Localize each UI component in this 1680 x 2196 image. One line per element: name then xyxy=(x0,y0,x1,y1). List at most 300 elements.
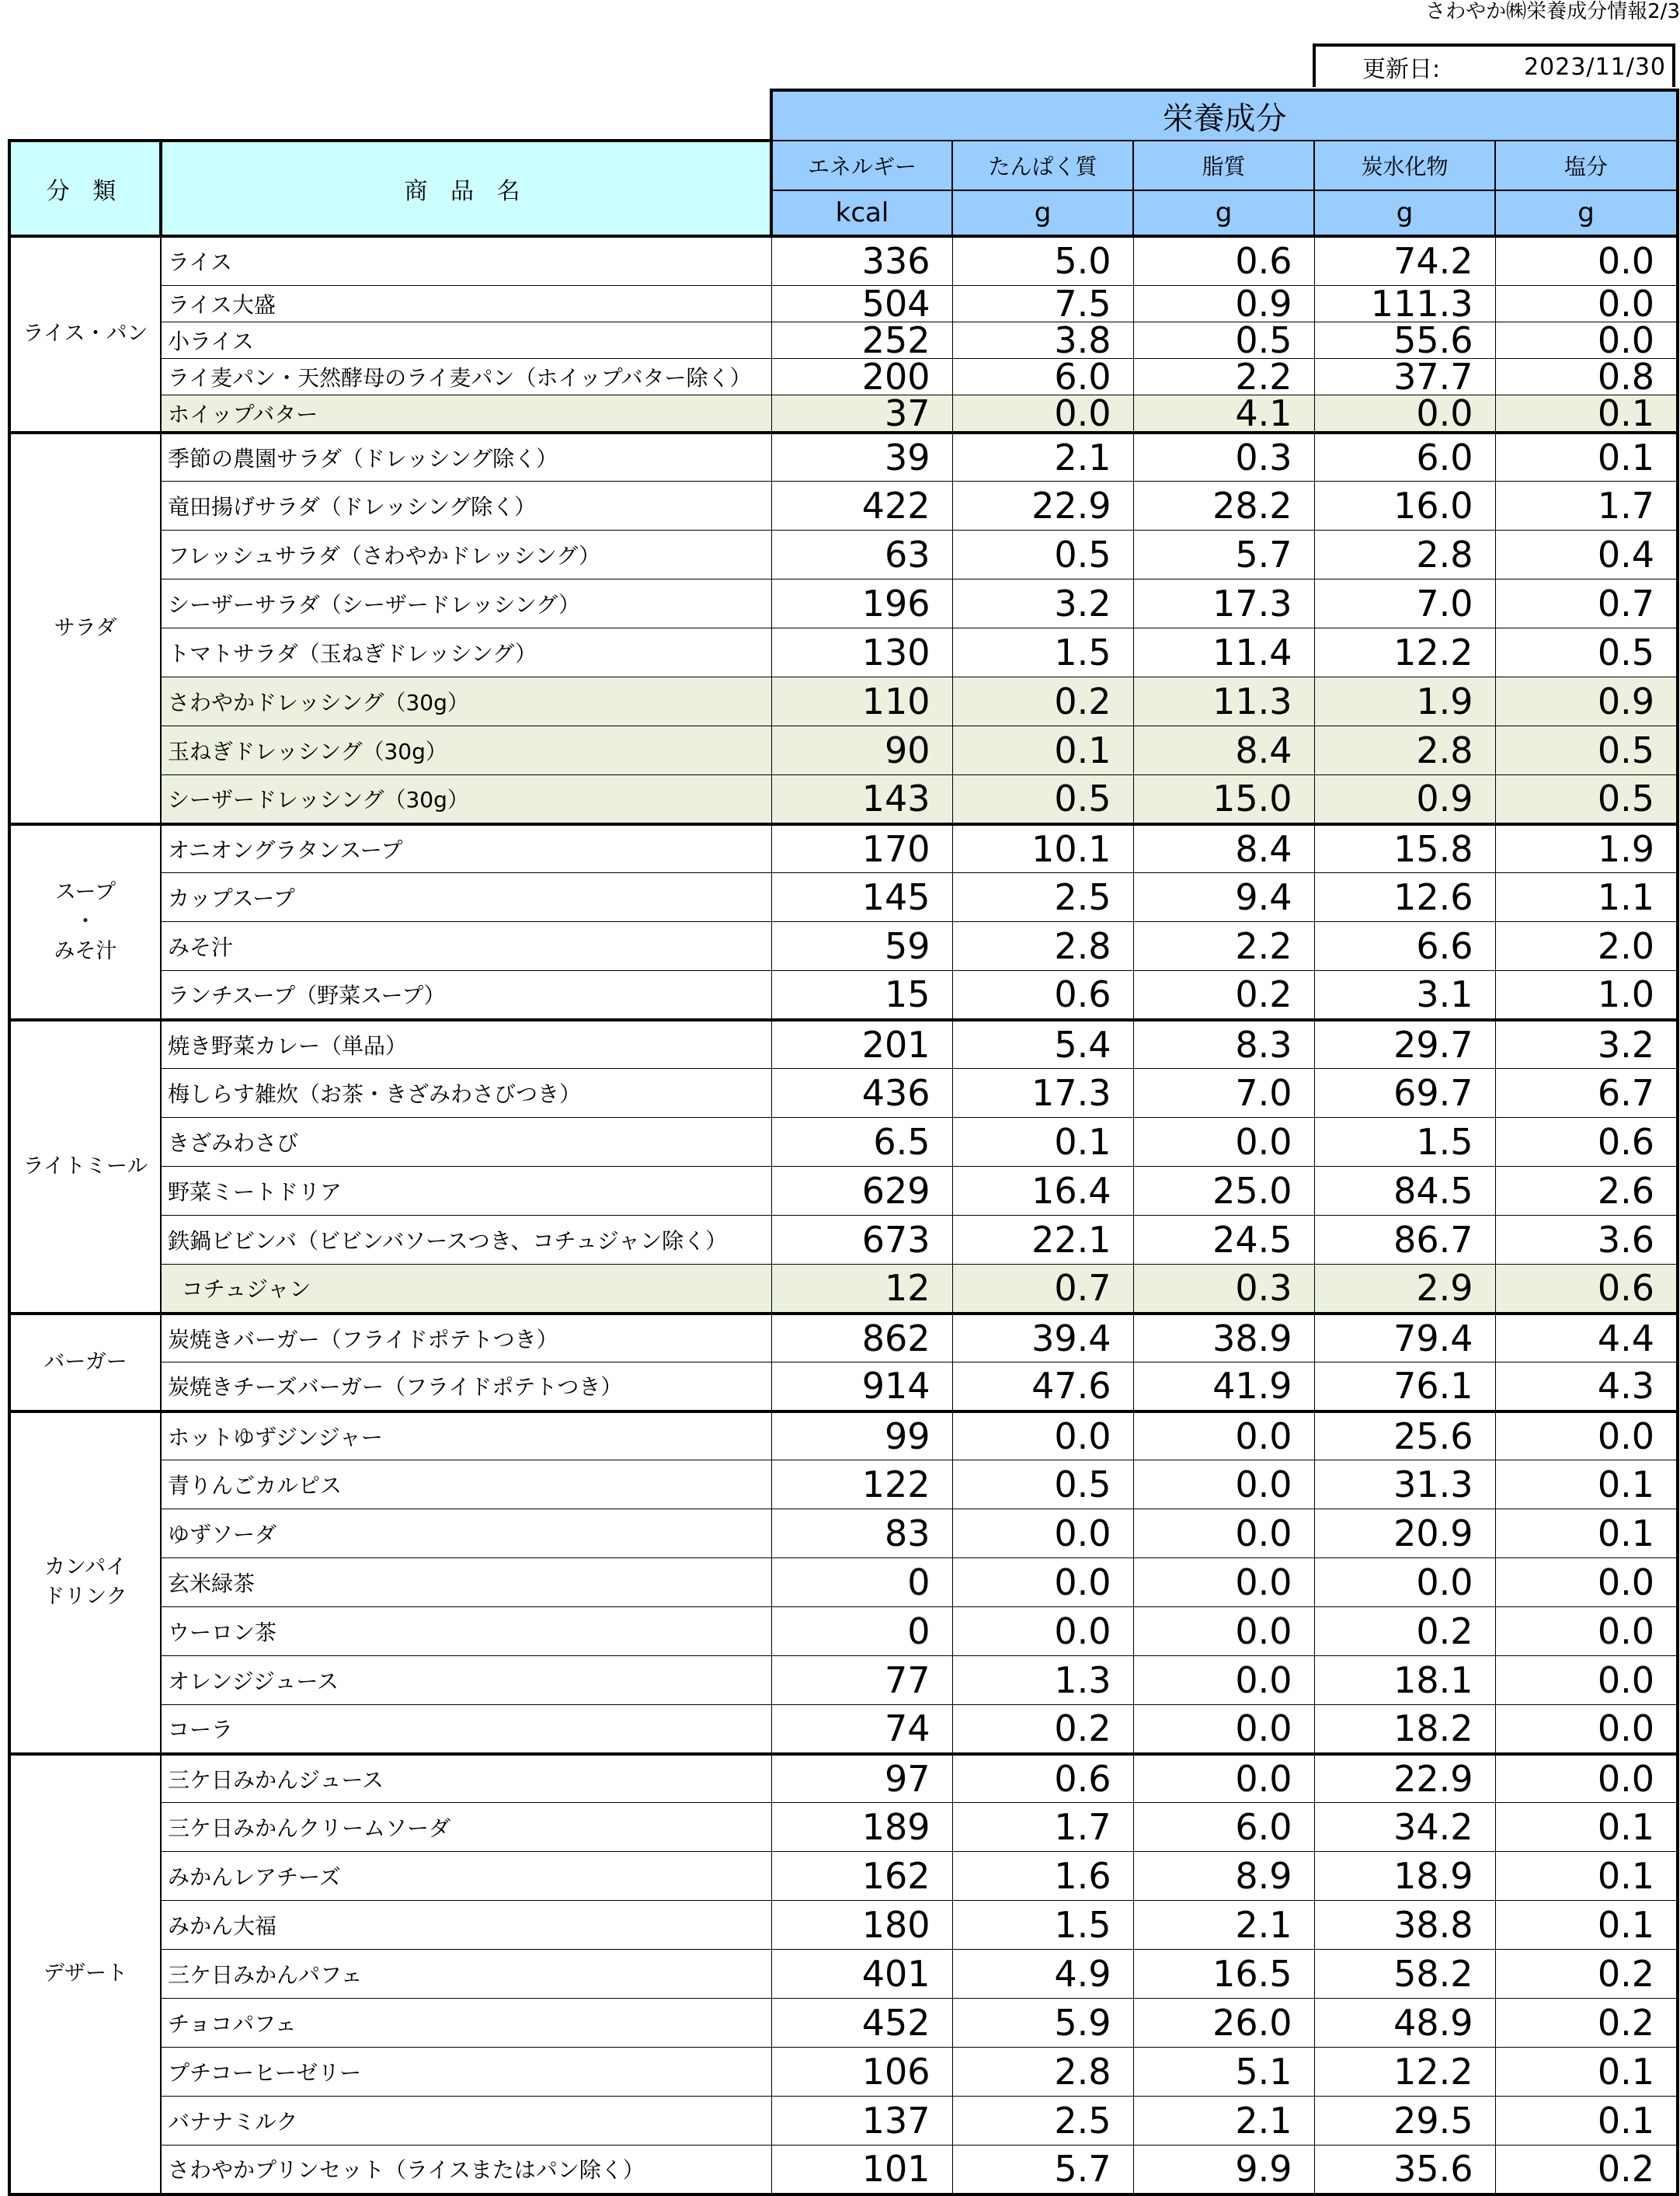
carbohydrate-value-cell: 0.0 xyxy=(1314,395,1495,433)
protein-value-cell: 0.1 xyxy=(952,1118,1133,1167)
table-row xyxy=(9,1901,1678,1950)
protein-value-cell: 6.0 xyxy=(952,358,1133,395)
table-row xyxy=(9,726,1678,775)
salt-value-cell: 4.3 xyxy=(1495,1362,1678,1411)
carbohydrate-value-cell: 84.5 xyxy=(1314,1167,1495,1216)
salt-value-cell: 0.0 xyxy=(1495,322,1678,358)
product-name-cell: 青りんごカルピス xyxy=(161,1460,771,1509)
carbohydrate-value-cell: 29.7 xyxy=(1314,1020,1495,1069)
carbohydrate-value-cell: 3.1 xyxy=(1314,971,1495,1020)
category-label: サラダ xyxy=(54,615,117,640)
energy-value-cell: 504 xyxy=(771,285,952,322)
salt-value-cell: 0.2 xyxy=(1495,1950,1678,1999)
product-name-cell: 焼き野菜カレー（単品） xyxy=(161,1020,771,1069)
carbohydrate-value-cell: 1.9 xyxy=(1314,677,1495,726)
salt-value-cell: 3.6 xyxy=(1495,1216,1678,1265)
energy-value-cell: 422 xyxy=(771,482,952,531)
table-row xyxy=(9,285,1678,322)
header-blank xyxy=(9,90,771,141)
protein-value-cell: 5.0 xyxy=(952,236,1133,285)
table-body xyxy=(9,236,1678,2194)
protein-header: たんぱく質 xyxy=(952,141,1133,190)
carbohydrate-value-cell: 18.9 xyxy=(1314,1852,1495,1901)
fat-value-cell: 15.0 xyxy=(1133,775,1314,824)
carbohydrate-value-cell: 2.8 xyxy=(1314,726,1495,775)
table-row xyxy=(9,1167,1678,1216)
table-row xyxy=(9,2048,1678,2097)
category-label: ライス・パン xyxy=(23,322,148,346)
energy-value-cell: 0 xyxy=(771,1558,952,1607)
salt-value-cell: 0.1 xyxy=(1495,2048,1678,2097)
protein-value-cell: 17.3 xyxy=(952,1069,1133,1118)
category-label: ドリンク xyxy=(43,1585,127,1609)
energy-value-cell: 59 xyxy=(771,922,952,971)
protein-value-cell: 0.0 xyxy=(952,1558,1133,1607)
protein-value-cell: 4.9 xyxy=(952,1950,1133,1999)
product-name-cell: フレッシュサラダ（さわやかドレッシング） xyxy=(161,531,771,579)
carbohydrate-value-cell: 37.7 xyxy=(1314,358,1495,395)
carbohydrate-value-cell: 76.1 xyxy=(1314,1362,1495,1411)
salt-header: 塩分 xyxy=(1495,141,1678,190)
salt-value-cell: 0.7 xyxy=(1495,579,1678,628)
carbohydrate-value-cell: 16.0 xyxy=(1314,482,1495,531)
fat-value-cell: 16.5 xyxy=(1133,1950,1314,1999)
carbohydrate-value-cell: 111.3 xyxy=(1314,285,1495,322)
fat-value-cell: 0.2 xyxy=(1133,971,1314,1020)
carbohydrate-header: 炭水化物 xyxy=(1314,141,1495,190)
energy-value-cell: 130 xyxy=(771,628,952,677)
product-name-cell: オレンジジュース xyxy=(161,1656,771,1705)
fat-value-cell: 8.4 xyxy=(1133,726,1314,775)
update-date-value: 2023/11/30 xyxy=(1524,53,1666,81)
protein-unit: g xyxy=(952,190,1133,236)
product-name-cell: 玉ねぎドレッシング（30g） xyxy=(161,726,771,775)
energy-value-cell: 180 xyxy=(771,1901,952,1950)
table-row xyxy=(9,2097,1678,2146)
category-label: ライトミール xyxy=(23,1154,148,1178)
salt-value-cell: 0.0 xyxy=(1495,1705,1678,1754)
fat-value-cell: 7.0 xyxy=(1133,1069,1314,1118)
protein-value-cell: 1.5 xyxy=(952,628,1133,677)
energy-value-cell: 63 xyxy=(771,531,952,579)
protein-value-cell: 2.5 xyxy=(952,873,1133,922)
salt-value-cell: 1.0 xyxy=(1495,971,1678,1020)
fat-value-cell: 0.0 xyxy=(1133,1411,1314,1460)
salt-value-cell: 0.1 xyxy=(1495,1901,1678,1950)
product-name-cell: ウーロン茶 xyxy=(161,1607,771,1656)
energy-value-cell: 201 xyxy=(771,1020,952,1069)
salt-value-cell: 0.5 xyxy=(1495,726,1678,775)
carbohydrate-value-cell: 6.6 xyxy=(1314,922,1495,971)
salt-unit: g xyxy=(1495,190,1678,236)
fat-value-cell: 41.9 xyxy=(1133,1362,1314,1411)
carbohydrate-value-cell: 38.8 xyxy=(1314,1901,1495,1950)
nutrition-group-header: 栄養成分 xyxy=(771,90,1678,141)
protein-value-cell: 5.4 xyxy=(952,1020,1133,1069)
product-name-cell: 炭焼きバーガー（フライドポテトつき） xyxy=(161,1314,771,1362)
fat-header: 脂質 xyxy=(1133,141,1314,190)
salt-value-cell: 0.0 xyxy=(1495,236,1678,285)
product-name-cell: 野菜ミートドリア xyxy=(161,1167,771,1216)
energy-value-cell: 106 xyxy=(771,2048,952,2097)
fat-value-cell: 28.2 xyxy=(1133,482,1314,531)
energy-value-cell: 862 xyxy=(771,1314,952,1362)
product-name-cell: カップスープ xyxy=(161,873,771,922)
fat-value-cell: 5.1 xyxy=(1133,2048,1314,2097)
carbohydrate-unit: g xyxy=(1314,190,1495,236)
fat-value-cell: 2.1 xyxy=(1133,1901,1314,1950)
energy-value-cell: 452 xyxy=(771,1999,952,2048)
table-row xyxy=(9,775,1678,824)
carbohydrate-value-cell: 31.3 xyxy=(1314,1460,1495,1509)
table-row xyxy=(9,1216,1678,1265)
fat-value-cell: 8.9 xyxy=(1133,1852,1314,1901)
table-row xyxy=(9,971,1678,1020)
energy-value-cell: 143 xyxy=(771,775,952,824)
energy-value-cell: 74 xyxy=(771,1705,952,1754)
salt-value-cell: 0.1 xyxy=(1495,433,1678,482)
energy-header: エネルギー xyxy=(771,141,952,190)
table-row xyxy=(9,579,1678,628)
energy-value-cell: 252 xyxy=(771,322,952,358)
product-name-cell: 鉄鍋ビビンバ（ビビンバソースつき、コチュジャン除く） xyxy=(161,1216,771,1265)
fat-value-cell: 0.6 xyxy=(1133,236,1314,285)
carbohydrate-value-cell: 35.6 xyxy=(1314,2146,1495,2194)
table-header xyxy=(9,90,1678,236)
fat-value-cell: 0.0 xyxy=(1133,1118,1314,1167)
carbohydrate-value-cell: 2.9 xyxy=(1314,1265,1495,1314)
protein-value-cell: 1.6 xyxy=(952,1852,1133,1901)
carbohydrate-value-cell: 58.2 xyxy=(1314,1950,1495,1999)
table-row xyxy=(9,1118,1678,1167)
energy-value-cell: 15 xyxy=(771,971,952,1020)
energy-value-cell: 12 xyxy=(771,1265,952,1314)
product-name-cell: 三ケ日みかんジュース xyxy=(161,1754,771,1803)
protein-value-cell: 22.9 xyxy=(952,482,1133,531)
table-row xyxy=(9,1852,1678,1901)
table-row xyxy=(9,322,1678,358)
table-row xyxy=(9,1362,1678,1411)
salt-value-cell: 1.1 xyxy=(1495,873,1678,922)
product-name-cell: 季節の農園サラダ（ドレッシング除く） xyxy=(161,433,771,482)
energy-value-cell: 110 xyxy=(771,677,952,726)
salt-value-cell: 0.0 xyxy=(1495,1558,1678,1607)
energy-value-cell: 336 xyxy=(771,236,952,285)
table-row xyxy=(9,1803,1678,1852)
fat-value-cell: 2.2 xyxy=(1133,922,1314,971)
protein-value-cell: 0.0 xyxy=(952,1607,1133,1656)
table-row xyxy=(9,1705,1678,1754)
energy-value-cell: 101 xyxy=(771,2146,952,2194)
product-name-cell: さわやかドレッシング（30g） xyxy=(161,677,771,726)
carbohydrate-value-cell: 29.5 xyxy=(1314,2097,1495,2146)
protein-value-cell: 0.0 xyxy=(952,1509,1133,1558)
energy-value-cell: 914 xyxy=(771,1362,952,1411)
fat-unit: g xyxy=(1133,190,1314,236)
fat-value-cell: 17.3 xyxy=(1133,579,1314,628)
product-name-cell: コーラ xyxy=(161,1705,771,1754)
energy-value-cell: 145 xyxy=(771,873,952,922)
product-name-cell: ホットゆずジンジャー xyxy=(161,1411,771,1460)
salt-value-cell: 0.1 xyxy=(1495,1460,1678,1509)
table-row xyxy=(9,395,1678,433)
energy-value-cell: 196 xyxy=(771,579,952,628)
table-row xyxy=(9,824,1678,873)
carbohydrate-value-cell: 7.0 xyxy=(1314,579,1495,628)
fat-value-cell: 0.0 xyxy=(1133,1656,1314,1705)
product-name-cell: コチュジャン xyxy=(161,1265,771,1314)
product-name-cell: 炭焼きチーズバーガー（フライドポテトつき） xyxy=(161,1362,771,1411)
salt-value-cell: 2.6 xyxy=(1495,1167,1678,1216)
carbohydrate-value-cell: 6.0 xyxy=(1314,433,1495,482)
carbohydrate-value-cell: 2.8 xyxy=(1314,531,1495,579)
product-name-cell: みかん大福 xyxy=(161,1901,771,1950)
fat-value-cell: 38.9 xyxy=(1133,1314,1314,1362)
table-row xyxy=(9,628,1678,677)
energy-value-cell: 0 xyxy=(771,1607,952,1656)
salt-value-cell: 0.1 xyxy=(1495,1803,1678,1852)
salt-value-cell: 0.0 xyxy=(1495,1656,1678,1705)
protein-value-cell: 39.4 xyxy=(952,1314,1133,1362)
salt-value-cell: 0.1 xyxy=(1495,1852,1678,1901)
salt-value-cell: 2.0 xyxy=(1495,922,1678,971)
salt-value-cell: 0.8 xyxy=(1495,358,1678,395)
product-name-cell: ホイップバター xyxy=(161,395,771,433)
product-name-cell: シーザーサラダ（シーザードレッシング） xyxy=(161,579,771,628)
energy-value-cell: 436 xyxy=(771,1069,952,1118)
product-name-cell: みそ汁 xyxy=(161,922,771,971)
carbohydrate-value-cell: 55.6 xyxy=(1314,322,1495,358)
fat-value-cell: 0.0 xyxy=(1133,1607,1314,1656)
product-name-cell: シーザードレッシング（30g） xyxy=(161,775,771,824)
salt-value-cell: 1.7 xyxy=(1495,482,1678,531)
product-name-cell: 三ケ日みかんパフェ xyxy=(161,1950,771,1999)
carbohydrate-value-cell: 0.0 xyxy=(1314,1558,1495,1607)
product-name-cell: 竜田揚げサラダ（ドレッシング除く） xyxy=(161,482,771,531)
protein-value-cell: 10.1 xyxy=(952,824,1133,873)
protein-value-cell: 1.3 xyxy=(952,1656,1133,1705)
protein-value-cell: 0.2 xyxy=(952,677,1133,726)
energy-value-cell: 122 xyxy=(771,1460,952,1509)
carbohydrate-value-cell: 12.2 xyxy=(1314,628,1495,677)
salt-value-cell: 0.6 xyxy=(1495,1265,1678,1314)
product-name-header: 商 品 名 xyxy=(161,141,771,236)
salt-value-cell: 0.6 xyxy=(1495,1118,1678,1167)
protein-value-cell: 0.7 xyxy=(952,1265,1133,1314)
fat-value-cell: 2.1 xyxy=(1133,2097,1314,2146)
category-label: デザート xyxy=(43,1961,127,1985)
energy-value-cell: 37 xyxy=(771,395,952,433)
table-row xyxy=(9,677,1678,726)
table-row xyxy=(9,922,1678,971)
product-name-cell: ゆずソーダ xyxy=(161,1509,771,1558)
table-row xyxy=(9,1411,1678,1460)
category-cell xyxy=(9,1411,161,1754)
protein-value-cell: 0.5 xyxy=(952,775,1133,824)
salt-value-cell: 6.7 xyxy=(1495,1069,1678,1118)
protein-value-cell: 7.5 xyxy=(952,285,1133,322)
update-date-label: 更新日: xyxy=(1362,56,1441,83)
category-cell xyxy=(9,236,161,433)
carbohydrate-value-cell: 1.5 xyxy=(1314,1118,1495,1167)
protein-value-cell: 0.5 xyxy=(952,1460,1133,1509)
fat-value-cell: 2.2 xyxy=(1133,358,1314,395)
product-name-cell: トマトサラダ（玉ねぎドレッシング） xyxy=(161,628,771,677)
product-name-cell: みかんレアチーズ xyxy=(161,1852,771,1901)
carbohydrate-value-cell: 69.7 xyxy=(1314,1069,1495,1118)
protein-value-cell: 1.7 xyxy=(952,1803,1133,1852)
energy-value-cell: 629 xyxy=(771,1167,952,1216)
table-row xyxy=(9,1999,1678,2048)
table-row xyxy=(9,2146,1678,2194)
protein-value-cell: 5.9 xyxy=(952,1999,1133,2048)
carbohydrate-value-cell: 15.8 xyxy=(1314,824,1495,873)
salt-value-cell: 0.0 xyxy=(1495,1607,1678,1656)
fat-value-cell: 0.5 xyxy=(1133,322,1314,358)
protein-value-cell: 0.2 xyxy=(952,1705,1133,1754)
energy-value-cell: 200 xyxy=(771,358,952,395)
product-name-cell: プチコーヒーゼリー xyxy=(161,2048,771,2097)
category-label: みそ汁 xyxy=(54,938,117,963)
table-row xyxy=(9,1558,1678,1607)
fat-value-cell: 4.1 xyxy=(1133,395,1314,433)
energy-unit: kcal xyxy=(771,190,952,236)
fat-value-cell: 0.0 xyxy=(1133,1705,1314,1754)
category-cell xyxy=(9,1020,161,1314)
update-date-box xyxy=(1313,44,1675,87)
salt-value-cell: 1.9 xyxy=(1495,824,1678,873)
protein-value-cell: 1.5 xyxy=(952,1901,1133,1950)
fat-value-cell: 9.4 xyxy=(1133,873,1314,922)
carbohydrate-value-cell: 86.7 xyxy=(1314,1216,1495,1265)
fat-value-cell: 0.0 xyxy=(1133,1460,1314,1509)
fat-value-cell: 11.4 xyxy=(1133,628,1314,677)
carbohydrate-value-cell: 12.6 xyxy=(1314,873,1495,922)
energy-value-cell: 39 xyxy=(771,433,952,482)
fat-value-cell: 6.0 xyxy=(1133,1803,1314,1852)
salt-value-cell: 0.0 xyxy=(1495,285,1678,322)
energy-value-cell: 6.5 xyxy=(771,1118,952,1167)
carbohydrate-value-cell: 48.9 xyxy=(1314,1999,1495,2048)
category-label: バーガー xyxy=(43,1349,127,1374)
category-label: スープ xyxy=(54,879,117,904)
energy-value-cell: 90 xyxy=(771,726,952,775)
fat-value-cell: 0.9 xyxy=(1133,285,1314,322)
product-name-cell: きざみわさび xyxy=(161,1118,771,1167)
fat-value-cell: 0.0 xyxy=(1133,1754,1314,1803)
product-name-cell: さわやかプリンセット（ライスまたはパン除く） xyxy=(161,2146,771,2194)
product-name-cell: ライス大盛 xyxy=(161,285,771,322)
energy-value-cell: 99 xyxy=(771,1411,952,1460)
table-row xyxy=(9,482,1678,531)
salt-value-cell: 0.5 xyxy=(1495,628,1678,677)
fat-value-cell: 0.3 xyxy=(1133,1265,1314,1314)
protein-value-cell: 47.6 xyxy=(952,1362,1133,1411)
salt-value-cell: 3.2 xyxy=(1495,1020,1678,1069)
protein-value-cell: 3.8 xyxy=(952,322,1133,358)
product-name-cell: ランチスープ（野菜スープ） xyxy=(161,971,771,1020)
table-row xyxy=(9,1607,1678,1656)
energy-value-cell: 137 xyxy=(771,2097,952,2146)
product-name-cell: バナナミルク xyxy=(161,2097,771,2146)
fat-value-cell: 24.5 xyxy=(1133,1216,1314,1265)
salt-value-cell: 0.1 xyxy=(1495,1509,1678,1558)
document-title: さわやか㈱栄養成分情報2/3 xyxy=(1425,0,1680,23)
carbohydrate-value-cell: 25.6 xyxy=(1314,1411,1495,1460)
fat-value-cell: 0.0 xyxy=(1133,1558,1314,1607)
protein-value-cell: 0.5 xyxy=(952,531,1133,579)
table-row xyxy=(9,1754,1678,1803)
salt-value-cell: 0.0 xyxy=(1495,1754,1678,1803)
category-label: ・ xyxy=(75,909,96,934)
table-row xyxy=(9,1460,1678,1509)
energy-value-cell: 162 xyxy=(771,1852,952,1901)
salt-value-cell: 0.2 xyxy=(1495,1999,1678,2048)
product-name-cell: オニオングラタンスープ xyxy=(161,824,771,873)
carbohydrate-value-cell: 74.2 xyxy=(1314,236,1495,285)
fat-value-cell: 8.4 xyxy=(1133,824,1314,873)
protein-value-cell: 3.2 xyxy=(952,579,1133,628)
fat-value-cell: 0.3 xyxy=(1133,433,1314,482)
protein-value-cell: 2.8 xyxy=(952,922,1133,971)
product-name-cell: 小ライス xyxy=(161,322,771,358)
carbohydrate-value-cell: 79.4 xyxy=(1314,1314,1495,1362)
product-name-cell: 玄米緑茶 xyxy=(161,1558,771,1607)
salt-value-cell: 0.0 xyxy=(1495,1411,1678,1460)
fat-value-cell: 5.7 xyxy=(1133,531,1314,579)
fat-value-cell: 0.0 xyxy=(1133,1509,1314,1558)
fat-value-cell: 8.3 xyxy=(1133,1020,1314,1069)
table-row xyxy=(9,433,1678,482)
energy-value-cell: 401 xyxy=(771,1950,952,1999)
table-row xyxy=(9,1020,1678,1069)
carbohydrate-value-cell: 18.2 xyxy=(1314,1705,1495,1754)
category-cell xyxy=(9,1754,161,2194)
product-name-cell: ライス xyxy=(161,236,771,285)
protein-value-cell: 2.8 xyxy=(952,2048,1133,2097)
energy-value-cell: 77 xyxy=(771,1656,952,1705)
table-row xyxy=(9,236,1678,285)
fat-value-cell: 26.0 xyxy=(1133,1999,1314,2048)
fat-value-cell: 11.3 xyxy=(1133,677,1314,726)
category-label: カンパイ xyxy=(43,1555,127,1579)
carbohydrate-value-cell: 0.2 xyxy=(1314,1607,1495,1656)
protein-value-cell: 0.6 xyxy=(952,1754,1133,1803)
carbohydrate-value-cell: 22.9 xyxy=(1314,1754,1495,1803)
energy-value-cell: 83 xyxy=(771,1509,952,1558)
carbohydrate-value-cell: 20.9 xyxy=(1314,1509,1495,1558)
protein-value-cell: 2.5 xyxy=(952,2097,1133,2146)
product-name-cell: 三ケ日みかんクリームソーダ xyxy=(161,1803,771,1852)
salt-value-cell: 0.9 xyxy=(1495,677,1678,726)
product-name-cell: ライ麦パン・天然酵母のライ麦パン（ホイップバター除く） xyxy=(161,358,771,395)
protein-value-cell: 0.1 xyxy=(952,726,1133,775)
energy-value-cell: 97 xyxy=(771,1754,952,1803)
fat-value-cell: 25.0 xyxy=(1133,1167,1314,1216)
salt-value-cell: 0.1 xyxy=(1495,395,1678,433)
protein-value-cell: 0.0 xyxy=(952,395,1133,433)
protein-value-cell: 0.0 xyxy=(952,1411,1133,1460)
category-cell xyxy=(9,824,161,1020)
protein-value-cell: 16.4 xyxy=(952,1167,1133,1216)
salt-value-cell: 0.4 xyxy=(1495,531,1678,579)
salt-value-cell: 4.4 xyxy=(1495,1314,1678,1362)
table-row xyxy=(9,1656,1678,1705)
protein-value-cell: 0.6 xyxy=(952,971,1133,1020)
energy-value-cell: 673 xyxy=(771,1216,952,1265)
table-row xyxy=(9,1509,1678,1558)
product-name-cell: 梅しらす雑炊（お茶・きざみわさびつき） xyxy=(161,1069,771,1118)
